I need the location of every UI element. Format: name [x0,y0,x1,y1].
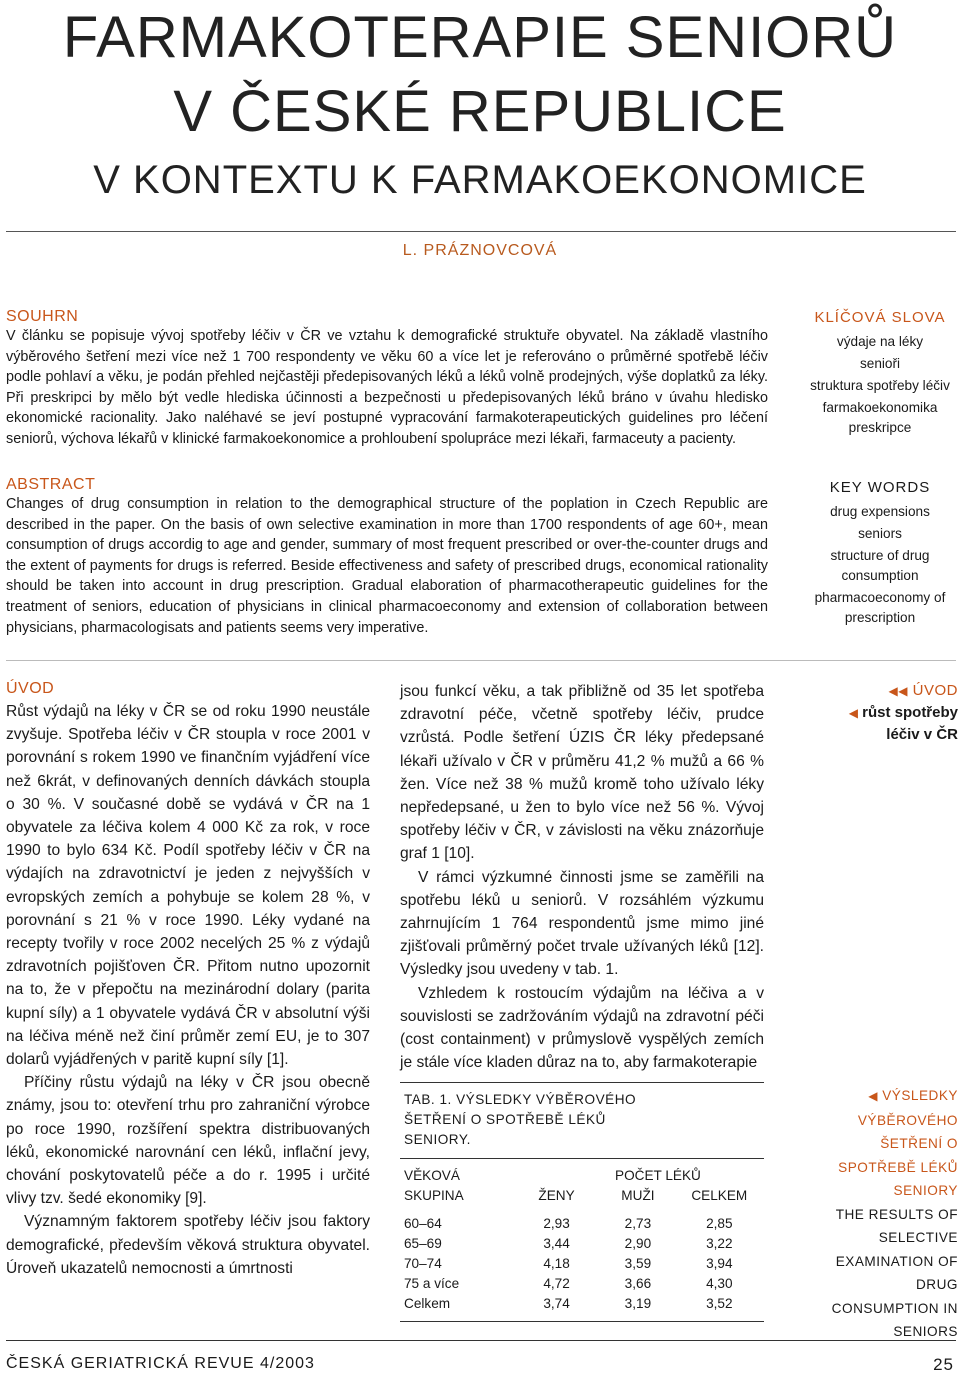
section-divider [6,660,956,661]
table-top-rule [400,1082,764,1083]
table-row [404,1273,760,1293]
side-note-uvod-label: ÚVOD [912,682,958,699]
keyword-item: structure of drug consumption [830,548,930,583]
table-bottom-rule [400,1321,764,1322]
table-cell: 70–74 [404,1255,442,1271]
table-col-header: CELKEM [691,1187,748,1203]
uvod-paragraph-1: Růst výdajů na léky v ČR se od roku 1990 neustále zvyšuje. Spotřeba léčiv v ČR stoupla v roce 2001 v porovnání s rokem 1990 ve finančním vyjádření více než 6krát, v definovaných denních dávkách stoupla o 30 %. V současné době se vydává v ČR na 1 obyvatele za léčiva kolem 4 000 Kč za rok, v roce 1990 to bylo 634 Kč. Podíl spotřeby léčiv v ČR na výdajích na zdravotnictví je jeden z nejvyšších v evropských zemích a pohybuje se kolem 28 %, v porovnání s 21 % v roce 1990. Léky vydané na recepty tvořily v roce 2002 necelých 25 % z výdajů zdravotních pojišťoven ČR. Přitom nutno upozornit na to, že v přepočtu na mezinárodní dolary (parita kupní síly) a 1 obyvatele vydává ČR v absolutní výši na léčiva méně než činí průměr zemí EU, je to 307 dolarů vyjádřených v paritě kupní síly [1]. [6,703,370,1069]
abstract-heading: ABSTRACT [6,476,96,493]
col2-paragraph-2: V rámci výzkumné činnosti jsme se zaměřili na spotřebu léků u seniorů. V rozsáhlém výzkumu zahrnujícím 1 764 respondentů jsme mimo jiné zjišťovali průměrný počet trvale užívaných léků [12]. Výsledky jsou uvedeny v tab. 1. [400,868,764,979]
side-note-table [800,1084,958,1344]
table-col-header: ŽENY [538,1187,575,1203]
table-cell: 2,93 [543,1215,570,1231]
table-cell: 65–69 [404,1235,442,1251]
table-cell: 4,72 [543,1275,570,1291]
title-line-1: FARMAKOTERAPIE SENIORŮ [62,5,898,70]
footer-journal: ČESKÁ GERIATRICKÁ REVUE 4/2003 [6,1355,315,1372]
abstract-section [6,476,768,638]
souhrn-heading: SOUHRN [6,308,79,325]
table-row [404,1233,760,1253]
table-cell: 3,44 [543,1235,570,1251]
side-note-uvod-text: růst spotřeby léčiv v ČR [862,704,958,743]
col2-paragraph-1: jsou funkcí věku, a tak přibližně od 35 let spotřeba zdravotní péče, včetně spotřeby léčiv, prudce vzrůstá. Podle šetření ÚZIS ČR léky předepsané lékaři užívalo v ČR v průměru 41,2 % mužů a 66 % žen. Více než 38 % mužů kromě toho užívalo léky nepředepsané, u žen to bylo více než 56 %. Vývoj spotřeby léčiv v ČR, v závislosti na věku znázorňuje graf 1 [10]. [400,683,764,863]
abstract-text: Changes of drug consumption in relation to the demographical structure of the poplation in Czech Republic are described in the paper. On the basis of own selective examination in more than 1700 respondents of age 60+, mean consumption of drugs accordig to age and gender, summary of most frequent prescribed or over-the-counter drugs and the extent of payments for drugs is referred. Beside effectiveness and safety of prescribed drugs, economical rationality should be taken into account in drug prescription. Gradual elaboration of pharmacotherapeutic guidelines for the treatment of seniors, education of physicians in clinical pharmacoeconomy and extension of collaboration between physicians, pharmacologisats and patients seems very imperative. [6,496,768,636]
table-grid [404,1165,760,1313]
table-cell: 75 a více [404,1275,460,1291]
double-triangle-left-icon: ◀◀ [888,684,908,698]
table-cell: 3,74 [543,1295,570,1311]
table-head-group-right: POČET LÉKŮ [615,1167,701,1183]
keywords-en [800,478,960,630]
author: L. PRÁZNOVCOVÁ [402,242,558,259]
keywords-cz-heading: KLÍČOVÁ SLOVA [814,309,946,326]
keyword-item: senioři [859,356,901,371]
table-cell: 60–64 [404,1215,442,1231]
title-line-3: V KONTEXTU K FARMAKOEKONOMICE [93,158,867,202]
title-rule [6,231,956,232]
keywords-cz [800,308,960,440]
uvod-paragraph-2: Příčiny růstu výdajů na léky v ČR jsou obecně známy, jsou to: otevření trhu pro zahraniční výrobce po roce 1990, rozšíření spektra distribuovaných léků, ekonomické narovnání cen léků, inflační jevy, chování poskytovatelů péče a do r. 1995 i určité vlivy tzv. šedé ekonomiky [9]. [6,1074,370,1208]
keywords-en-heading: KEY WORDS [829,479,931,496]
table-row [404,1213,760,1233]
table-head-group-left: VĚKOVÁ [404,1167,460,1183]
souhrn-section [6,308,768,450]
table-1 [400,1082,764,1322]
table-cell: 3,94 [706,1255,733,1271]
table-cell: 2,90 [624,1235,652,1251]
souhrn-text: V článku se popisuje vývoj spotřeby léčiv v ČR ve vztahu k demografické struktuře obyvatel. Na základě vlastního výběrového šetření mezi více než 1 700 respondenty ve věku 60 a více let je referováno o průměrné spotřebě léčiv podle pohlaví a věku, je podán přehled nejčastěji předepisovaných léků a léků volně prodejných, výše doplatků za léky. Při preskripci by mělo být vedle hlediska účinnosti a bezpečnosti u předepisovaných léků bráno v úvahu hledisko ekonomické racionality. Jako naléhavé se jeví postupné vypracování farmakoterapeutických guidelines pro léčení seniorů, výchova lékařů v klinické farmakoekonomice a prohloubení spolupráce mezi lékaři, farmaceuty a pacienty. [6,328,768,447]
table-row [404,1293,760,1313]
text-column-2 [400,680,764,1074]
table-cell: Celkem [404,1295,451,1311]
keyword-item: seniors [858,526,902,541]
footer-page-number: 25 [933,1355,954,1374]
col2-paragraph-3: Vzhledem k rostoucím výdajům na léčiva a v souvislosti se zadržováním výdajů na zdravotní péči (cost containment) v průmyslově vyspělých zemích je stále více kladen důraz na to, aby farmakoterapie [400,984,764,1072]
uvod-heading: ÚVOD [6,680,55,697]
table-cell: 3,52 [706,1295,733,1311]
uvod-paragraph-3: Významným faktorem spotřeby léčiv jsou faktory demografické, především věková struktura obyvatel. Úroveň ukazatelů nemocnosti a úmrtnosti [6,1213,370,1277]
side-note-table-cz: VÝSLEDKY VÝBĚROVÉHO ŠETŘENÍ O SPOTŘEBĚ LÉKŮ SENIORY [838,1088,958,1198]
footer-rule [6,1340,956,1341]
table-cell: 2,85 [706,1215,733,1231]
table-cell: 2,73 [624,1215,652,1231]
triangle-left-icon: ◀ [848,706,858,720]
triangle-left-icon: ◀ [868,1089,878,1103]
table-cell: 4,18 [543,1255,570,1271]
keyword-item: výdaje na léky [836,334,924,349]
title-line-2: V ČESKÉ REPUBLICE [173,79,787,144]
table-cell: 4,30 [706,1275,733,1291]
table-caption-rule [400,1150,764,1159]
table-cell: 3,19 [624,1295,652,1311]
table-cell: 3,22 [706,1235,733,1251]
keyword-item: drug expensions [830,504,930,519]
uvod-column [6,680,370,1280]
table-row [404,1253,760,1273]
table-col-header: MUŽI [621,1187,655,1203]
table-cell: 3,59 [624,1255,652,1271]
keyword-item: farmakoekonomika preskripce [822,400,938,435]
side-note-uvod [800,680,958,746]
table-caption: TAB. 1. VÝSLEDKY VÝBĚROVÉHO ŠETŘENÍ O SPOTŘEBĚ LÉKŮ SENIORY. [404,1092,637,1147]
keyword-item: struktura spotřeby léčiv [810,378,950,393]
side-note-table-en: THE RESULTS OF SELECTIVE EXAMINATION OF DRUG CONSUMPTION IN SENIORS [831,1206,958,1339]
keyword-item: pharmacoeconomy of prescription [814,590,946,625]
table-col-header: SKUPINA [404,1187,464,1203]
table-cell: 3,66 [624,1275,652,1291]
